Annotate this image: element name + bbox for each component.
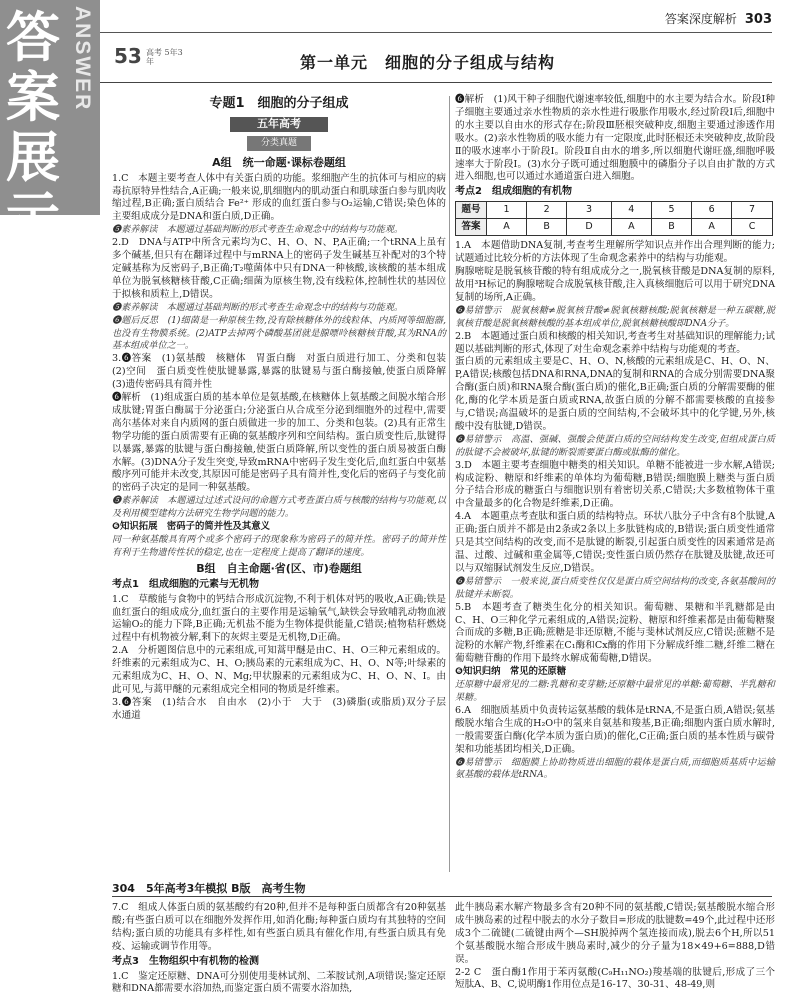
answer-paragraph: 1.C 鉴定还原糖、DNA可分别使用斐林试剂、二苯胺试剂,A项错误;鉴定还原糖和DNA都需要水浴加热,而鉴定蛋白质不需要水浴加热, — [112, 970, 446, 995]
answer-banner — [0, 0, 100, 249]
answer-paragraph: 2.D DNA与ATP中所含元素均为C、H、O、N、P,A正确;一个tRNA上虽有多个碱基,但只有在翻译过程中与mRNA上的密码子发生碱基互补配对的3个特定碱基称为反密码子,B正确;T₂噬菌体中只有DNA一种核酸,该核酸的基本组成单位为脱氧核糖核苷酸,C正确;细菌为原核生物,没有线粒体,控制性状的基因位于拟核和质粒上,D错误。 — [112, 237, 446, 300]
left-column — [112, 94, 456, 874]
answer-note: 同一种氨基酸具有两个或多个密码子的现象称为密码子的简并性。密码子的简并性有利于生物遗传性状的稳定,也在一定程度上提高了翻译的速度。 — [112, 535, 446, 558]
knowledge-point-title: 考点3 生物组织中有机物的检测 — [112, 955, 259, 967]
section-pill: 五年高考 — [230, 117, 328, 132]
bottom-left-column — [112, 902, 446, 998]
answer-paragraph: 6.A 细胞质基质中负责转运氨基酸的载体是tRNA,不是蛋白质,A错误;氨基酸脱水缩合生成的H₂O中的氢来自氨基和羧基,B正确;细胞内蛋白质水解时,一般需要蛋白酶(化学本质为蛋白质)的催化,C正确;蛋白质的基本性质与碳骨架和功能基团均相关,D正确。 — [455, 704, 775, 755]
answer-paragraph: 2.B 本题通过蛋白质和核酸的相关知识,考查考生对基础知识的理解能力;试题以基础判断的形式,体现了对生命观念素养中结构与功能观的考查。 — [455, 330, 775, 355]
page-number: 303 — [744, 12, 772, 27]
column-divider — [449, 96, 450, 872]
answer-note: ❻易错警示 细胞膜上协助物质进出细胞的载体是蛋白质,而细胞质基质中运输氨基酸的载体是tRNA。 — [455, 757, 775, 781]
table-cell: 7 — [732, 202, 773, 219]
table-cell: B — [651, 219, 691, 236]
logo-main: 53 — [114, 44, 142, 68]
answer-paragraph: 2-2 C 蛋白酶1作用于苯丙氨酸(C₉H₁₁NO₂)羧基端的肽键后,形成了三个短肽A、B、C,说明酶1作用位点是16-17、30-31、48-49,则 — [455, 966, 775, 991]
group-b-title: B组 自主命题·省(区、市)卷题组 — [196, 561, 362, 575]
table-cell: A — [692, 219, 732, 236]
table-header-cell: 题号 — [456, 202, 487, 219]
unit-title: 第一单元 细胞的分子组成与结构 — [300, 53, 556, 72]
running-header — [100, 10, 772, 33]
answer-note: ❻易错警示 高温、强碱、强酸会使蛋白质的空间结构发生改变,但组成蛋白质的肽键不会被破坏,肽键的断裂需要蛋白酶或肽酶的催化。 — [455, 434, 775, 458]
answer-tag: ❻知识归纳 常见的还原糖 — [455, 666, 567, 678]
table-cell: 1 — [487, 202, 527, 219]
table-header-cell: 答案 — [456, 219, 487, 236]
answer-note: ❺素养解读 本题通过基础判断的形式考查生命观念中的结构与功能观。 — [112, 225, 404, 236]
table-cell: 6 — [692, 202, 732, 219]
answer-paragraph: 3.❻答案 (1)结合水 自由水 (2)小于 大于 (3)磷脂(或脂质)双分子层 水通道 — [112, 696, 456, 721]
knowledge-point-title: 考点2 组成细胞的有机物 — [455, 186, 572, 198]
answer-paragraph: 胸腺嘧啶是脱氧核苷酸的特有组成成分之一,脱氧核苷酸是DNA复制的原料,故用³H标记的胸腺嘧啶合成脱氧核苷酸,注入真核细胞后可以用于研究DNA复制的场所,A正确。 — [455, 266, 775, 303]
answer-paragraph: 1.C 本题主要考查人体中有关蛋白质的功能。浆细胞产生的抗体可与相应的病毒抗原特异性结合,A正确;一般来说,肌细胞内的肌动蛋白和肌球蛋白参与肌肉收缩过程,B正确;蛋白质结合 Fe²⁺ 形成的血红蛋白参与O₂运输,C错误;染色体的主要组成成分是DNA和蛋白质,D正确。 — [112, 172, 446, 223]
knowledge-point-title: 考点1 组成细胞的元素与无机物 — [112, 578, 259, 590]
answer-tag: ❻知识拓展 密码子的简并性及其意义 — [112, 521, 270, 533]
footer: 304 5年高考3年模拟 B版 高考生物 — [112, 880, 772, 897]
table-cell: 5 — [651, 202, 691, 219]
table-cell: D — [567, 219, 611, 236]
subsection-pill: 分类真题 — [247, 136, 311, 151]
table-cell: A — [487, 219, 527, 236]
answer-paragraph: 3.D 本题主要考查细胞中糖类的相关知识。单糖不能被进一步水解,A错误;构成淀粉、糖原和纤维素的单体均为葡萄糖,B错误;细胞膜上糖类与蛋白质分子结合形成的糖蛋白与细胞识别有着密切关系,C错误;大多数植物体干重中含量最多的化合物是纤维素,D正确。 — [455, 459, 775, 510]
answer-paragraph: 2.A 分析题图信息中的元素组成,可知蒿甲醚是由C、H、O三种元素组成的。纤维素的元素组成为C、H、O;胰岛素的元素组成为C、H、O、N等;叶绿素的元素组成为C、H、O、N、Mg;甲状腺素的元素组成为C、H、O、N、I。由此可见,与蒿甲醚的元素组成完全相同的物质是纤维素。 — [112, 645, 446, 695]
right-column — [455, 94, 775, 874]
header-title: 答案深度解析 — [664, 12, 737, 26]
answer-table — [455, 201, 773, 236]
bottom-right-column — [455, 902, 775, 998]
answer-note: ❻易错警示 一般来说,蛋白质变性仅仅是蛋白质空间结构的改变,各氨基酸间的肽键并未断裂。 — [455, 576, 775, 600]
answer-paragraph: ❻解析 (1)风干种子细胞代谢速率较低,细胞中的水主要为结合水。阶段Ⅰ种子细胞主要通过亲水性物质的亲水性进行吸胀作用吸水,经过阶段Ⅰ后,细胞中的水主要以自由水的形式存在;阶段Ⅲ胚根突破种皮,细胞主要通过渗透作用吸水。(2)亲水性物质的吸水能力有一定限度,此时胚根还未突破种皮,故阶段Ⅱ的吸水速率小于阶段Ⅰ。阶段Ⅱ自由水的增多,所以细胞代谢旺盛,细胞呼吸速率大于阶段Ⅰ。(3)水分子既可通过细胞膜中的磷脂分子以自由扩散的方式进入细胞,也可以通过水通道蛋白进入细胞。 — [455, 94, 775, 183]
answer-paragraph: 1.A 本题借助DNA复制,考查考生理解所学知识点并作出合理判断的能力;试题通过比较分析的方法体现了生命观念素养中的结构与功能观。 — [455, 240, 775, 265]
table-row — [456, 219, 773, 236]
table-row — [456, 202, 773, 219]
answer-note: ❺素养解读 本题通过基础判断的形式考查生命观念中的结构与功能观。 — [112, 302, 404, 313]
banner-title: 答案展示 — [6, 6, 60, 249]
table-cell: 4 — [611, 202, 651, 219]
answer-paragraph: ❻解析 (1)组成蛋白质的基本单位是氨基酸,在核糖体上氨基酸之间脱水缩合形成肽键;胃蛋白酶属于分泌蛋白;分泌蛋白从合成至分泌到细胞外的过程中,需要高尔基体对来自内质网的蛋白质做进一步的加工、分类和包装。(2)具有正常生物学功能的蛋白质需要有正确的氨基酸序列和空间结构。蛋白质变性后,肽键得以暴露,暴露的肽键与蛋白酶接触,使蛋白质降解,所以变性的蛋白质易被蛋白酶水解。(3)DNA分子发生突变,导致mRNA中密码子发生变化后,血红蛋白中氨基酸序列可能并未改变,其原因可能是密码子具有简并性,变化后的密码子与变化前的密码子决定的是同一种氨基酸。 — [112, 392, 446, 494]
answer-note: ❻易错警示 脱氧核糖≠脱氧核苷酸≠脱氧核糖核酸;脱氧核糖是一种五碳糖,脱氧核苷酸是脱氧核糖核酸的基本组成单位,脱氧核糖核酸即DNA分子。 — [455, 305, 775, 329]
table-cell: B — [527, 219, 567, 236]
answer-paragraph: 此牛胰岛素水解产物最多含有20种不同的氨基酸,C错误;氨基酸脱水缩合形成牛胰岛素的过程中脱去的水分子数目=形成的肽键数=49个,此过程中还形成3个二硫键(二硫键由两个—SH脱掉两个氢连接而成),脱去6个H,所以51个氨基酸脱水缩合形成牛胰岛素时,减少的分子量为18×49+6=888,D错误。 — [455, 902, 775, 965]
answer-paragraph: 3.❻答案 (1)氨基酸 核糖体 胃蛋白酶 对蛋白质进行加工、分类和包装 (2)空间 蛋白质变性使肽键暴露,暴露的肽键易与蛋白酶接触,使蛋白质降解 (3)遗传密码具有简并性 — [112, 353, 456, 391]
divider — [100, 82, 772, 83]
table-cell: C — [732, 219, 773, 236]
answer-note: 还原糖中最常见的二糖:乳糖和麦芽糖;还原糖中最常见的单糖:葡萄糖、半乳糖和果糖。 — [455, 680, 775, 703]
answer-note: ❺素养解读 本题通过过述式设问的命题方式考查蛋白质与核酸的结构与功能观,以及利用模型建构方法研究生物学问题的能力。 — [112, 496, 446, 520]
table-cell: 3 — [567, 202, 611, 219]
answer-paragraph: 1.C 草酸能与食物中的钙结合形成沉淀物,不利于机体对钙的吸收,A正确;铁是血红蛋白的组成成分,血红蛋白的主要作用是运输氧气,缺铁会导致哺乳动物血液运输O₂的能力下降,B正确;无机盐不能为生物体提供能量,C错误;植物秸秆燃烧过程中有机物被分解,剩下的灰烬主要是无机物,D正确。 — [112, 593, 446, 644]
banner-side-text: ANSWER — [71, 6, 94, 112]
answer-paragraph: 4.A 本题重点考查肽和蛋白质的结构特点。环状八肽分子中含有8个肽键,A正确;蛋白质并不都是由2条或2条以上多肽链构成的,B错误;蛋白质变性通常只是其空间结构的改变,而不是肽键的断裂,引起蛋白质变性的因素通常是高温、过酸、过碱和重金属等,C错误;变性蛋白质仍然存在肽键及肽键,故还可以与双缩脲试剂发生反应,D错误。 — [455, 511, 775, 574]
answer-paragraph: 5.B 本题考查了糖类生化分的相关知识。葡萄糖、果糖和半乳糖都是由C、H、O三种化学元素组成的,A错误;淀粉、糖原和纤维素都是由葡萄糖聚合而成的多糖,B正确;蔗糖是非还原糖,不能与斐林试剂反应,C错误;蔗糖不是淀粉的水解产物,纤维素在C₁酶和Cx酶的作用下分解成纤维二糖,纤维二糖在葡萄糖苷酶的作用下最终水解成葡萄糖,D错误。 — [455, 601, 775, 665]
answer-note: ❻题后反思 (1)细菌是一种原核生物,没有除核糖体外的线粒体、内质网等细胞器,也没有生物膜系统。(2)ATP去掉两个磷酸基团就是腺嘌呤核糖核苷酸,其为RNA的基本组成单位之一。 — [112, 315, 446, 352]
logo-sub: 高考 5年3年 — [146, 48, 183, 66]
answer-paragraph: 7.C 组成人体蛋白质的氨基酸约有20种,但并不是每种蛋白质都含有20种氨基酸;有些蛋白质可以在细胞外发挥作用,如消化酶;每种蛋白质均有其独特的空间结构;蛋白质的功能具有多样性,如有些蛋白质具有催化作用,有些蛋白质具有免疫、运输或调节作用等。 — [112, 902, 446, 952]
group-a-title: A组 统一命题·课标卷题组 — [212, 155, 346, 169]
table-cell: 2 — [527, 202, 567, 219]
table-cell: A — [611, 219, 651, 236]
topic-title: 专题1 细胞的分子组成 — [209, 96, 349, 111]
answer-paragraph: 蛋白质的元素组成主要是C、H、O、N,核酸的元素组成是C、H、O、N、P,A错误;核酸包括DNA和RNA,DNA的复制和RNA的合成分别需要DNA聚合酶(蛋白质)和RNA聚合酶(蛋白质)的催化,B正确;蛋白质的分解需要酶的催化,酶的化学本质是蛋白质或RNA,故蛋白质的分解不都需要核酸的直接参与,C错误;高温破坏的是蛋白质的空间结构,不会破坏其中的化学键,另外,核酸中没有肽键,D错误。 — [455, 356, 775, 432]
logo — [114, 44, 184, 78]
